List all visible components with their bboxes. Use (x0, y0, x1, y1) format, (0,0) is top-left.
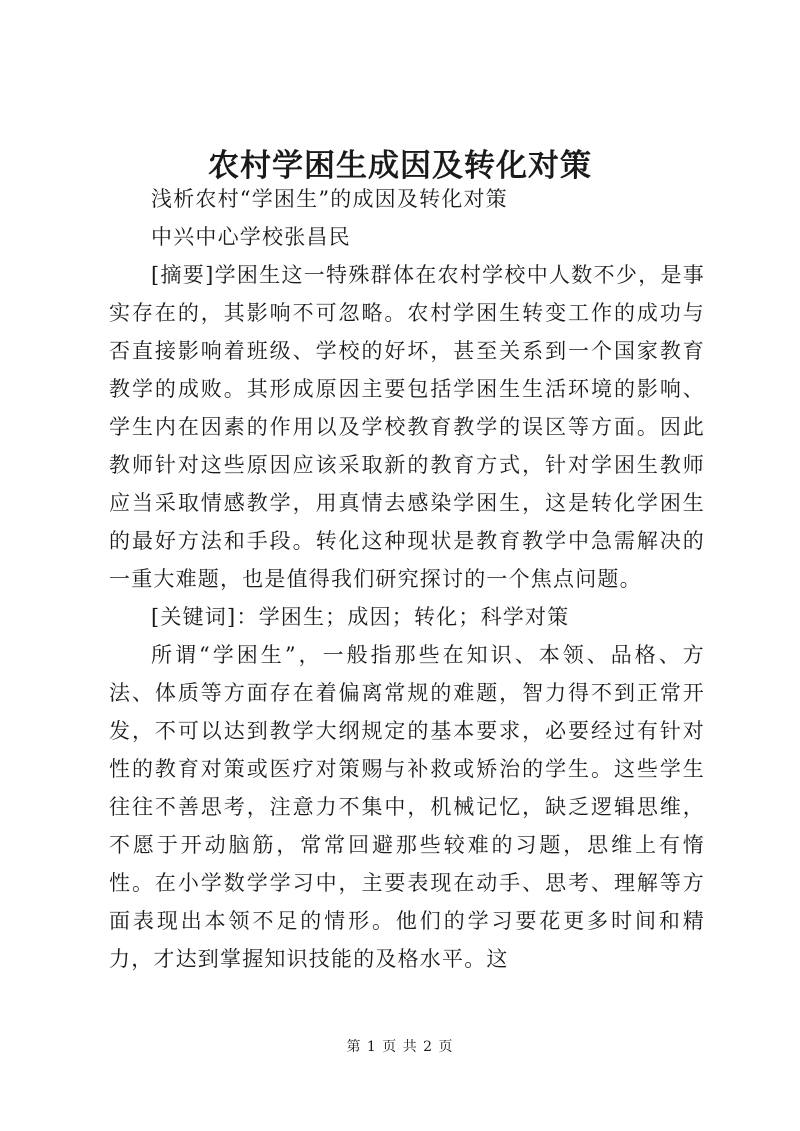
paragraph-abstract: [摘要]学困生这一特殊群体在农村学校中人数不少，是事实存在的，其影响不可忽略。农村学困生转变工作的成功与否直接影响着班级、学校的好坏，甚至关系到一个国家教育教学的成败。其形成原因主要包括学困生生活环境的影响、学生内在因素的作用以及学校教育教学的误区等方面。因此教师针对这些原因应该采取新的教育方式，针对学困生教师应当采取情感教学，用真情去感染学困生，这是转化学困生的最好方法和手段。转化这种现状是教育教学中急需解决的一重大难题，也是值得我们研究探讨的一个焦点问题。 (109, 263, 705, 591)
page-footer: 第 1 页 共 2 页 (346, 1039, 454, 1055)
paragraph-keywords: [关键词]：学困生；成因；转化；科学对策 (151, 605, 570, 629)
paragraph-subtitle: 浅析农村“学困生”的成因及转化对策 (151, 187, 508, 211)
paragraph-body: 所谓“学困生”，一般指那些在知识、本领、品格、方法、体质等方面存在着偏离常规的难题，智力得不到正常开发，不可以达到教学大纲规定的基本要求，必要经过有针对性的教育对策或医疗对策赐与补救或矫治的学生。这些学生往往不善思考，注意力不集中，机械记忆，缺乏逻辑思维，不愿于开动脑筋，常常回避那些较难的习题，思维上有惰性。在小学数学学习中，主要表现在动手、思考、理解等方面表现出本领不足的情形。他们的学习要花更多时间和精力，才达到掌握知识技能的及格水平。这 (109, 643, 705, 971)
paragraph-author: 中兴中心学校张昌民 (151, 225, 351, 249)
document-body (109, 180, 705, 978)
document-title: 农村学困生成因及转化对策 (208, 148, 592, 184)
